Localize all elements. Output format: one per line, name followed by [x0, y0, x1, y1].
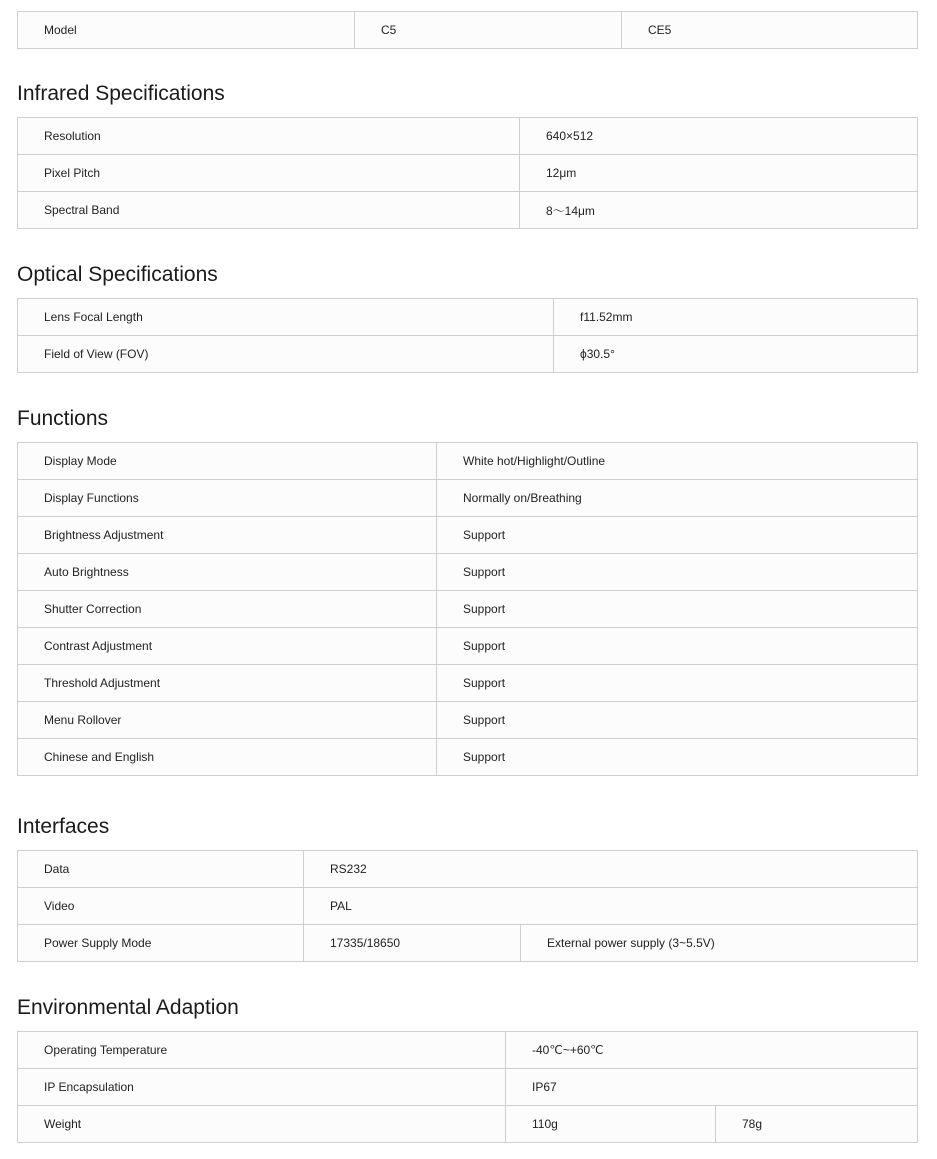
spec-label: Shutter Correction	[18, 591, 437, 628]
spec-label: Video	[18, 888, 304, 925]
spec-value: RS232	[304, 851, 918, 888]
spec-value: 640×512	[520, 118, 918, 155]
environmental-table-block	[17, 1031, 917, 1143]
table-row	[18, 665, 918, 702]
interfaces-table	[17, 850, 918, 962]
interfaces-section-title: Interfaces	[17, 815, 110, 838]
spec-value: 17335/18650	[304, 925, 521, 962]
model-ce5: CE5	[622, 12, 918, 49]
model-table-block	[17, 11, 917, 49]
infrared-table	[17, 117, 918, 229]
optical-section-title: Optical Specifications	[17, 263, 218, 286]
table-row	[18, 443, 918, 480]
spec-label: Menu Rollover	[18, 702, 437, 739]
environmental-table	[17, 1031, 918, 1143]
spec-label: Auto Brightness	[18, 554, 437, 591]
table-row	[18, 591, 918, 628]
functions-table-block	[17, 442, 917, 776]
spec-label: Weight	[18, 1106, 506, 1143]
spec-value: IP67	[506, 1069, 918, 1106]
table-row	[18, 336, 918, 373]
spec-value: Support	[437, 554, 918, 591]
spec-value: Support	[437, 739, 918, 776]
spec-value-secondary: External power supply (3~5.5V)	[521, 925, 918, 962]
spec-value-secondary: 78g	[716, 1106, 918, 1143]
optical-table	[17, 298, 918, 373]
spec-value: -40℃~+60℃	[506, 1032, 918, 1069]
table-row	[18, 480, 918, 517]
spec-value: Support	[437, 517, 918, 554]
spec-label: IP Encapsulation	[18, 1069, 506, 1106]
spec-value: Normally on/Breathing	[437, 480, 918, 517]
spec-label: Threshold Adjustment	[18, 665, 437, 702]
spec-label: Display Mode	[18, 443, 437, 480]
table-row	[18, 739, 918, 776]
spec-label: Power Supply Mode	[18, 925, 304, 962]
spec-label: Spectral Band	[18, 192, 520, 229]
model-table	[17, 11, 918, 49]
spec-value: 12μm	[520, 155, 918, 192]
functions-section-title: Functions	[17, 407, 109, 430]
table-row	[18, 1032, 918, 1069]
spec-value: Support	[437, 665, 918, 702]
table-row	[18, 888, 918, 925]
interfaces-table-block	[17, 850, 917, 962]
spec-label: Operating Temperature	[18, 1032, 506, 1069]
spec-label: Field of View (FOV)	[18, 336, 554, 373]
spec-value: Support	[437, 591, 918, 628]
table-row	[18, 118, 918, 155]
table-row	[18, 851, 918, 888]
spec-value: Support	[437, 628, 918, 665]
spec-label: Lens Focal Length	[18, 299, 554, 336]
spec-value: White hot/Highlight/Outline	[437, 443, 918, 480]
optical-table-block	[17, 298, 917, 373]
spec-value: Support	[437, 702, 918, 739]
table-row	[18, 1106, 918, 1143]
table-row	[18, 155, 918, 192]
table-row	[18, 925, 918, 962]
spec-label: Data	[18, 851, 304, 888]
spec-value: PAL	[304, 888, 918, 925]
table-row	[18, 517, 918, 554]
table-row	[18, 554, 918, 591]
table-row	[18, 192, 918, 229]
model-label: Model	[18, 12, 355, 49]
spec-label: Chinese and English	[18, 739, 437, 776]
spec-value: ϕ30.5°	[554, 336, 918, 373]
spec-label: Brightness Adjustment	[18, 517, 437, 554]
environmental-section-title: Environmental Adaption	[17, 996, 239, 1019]
spec-label: Pixel Pitch	[18, 155, 520, 192]
spec-label: Contrast Adjustment	[18, 628, 437, 665]
spec-value: 8～14μm	[520, 192, 918, 229]
table-row	[18, 702, 918, 739]
table-row	[18, 628, 918, 665]
spec-label: Display Functions	[18, 480, 437, 517]
spec-value: f11.52mm	[554, 299, 918, 336]
spec-label: Resolution	[18, 118, 520, 155]
table-row	[18, 12, 918, 49]
model-c5: C5	[355, 12, 622, 49]
table-row	[18, 1069, 918, 1106]
spec-value: 110g	[506, 1106, 716, 1143]
table-row	[18, 299, 918, 336]
functions-table	[17, 442, 918, 776]
infrared-table-block	[17, 117, 917, 229]
infrared-section-title: Infrared Specifications	[17, 82, 225, 105]
